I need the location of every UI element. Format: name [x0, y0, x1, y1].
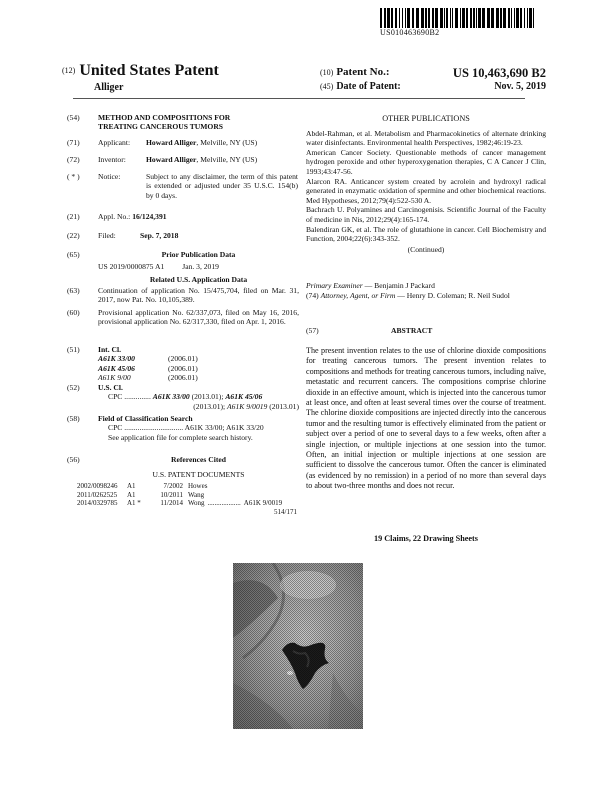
reference-kind: A1 *: [127, 499, 141, 508]
field-code: (52): [67, 383, 80, 392]
barcode-bar: [466, 8, 468, 28]
barcode-bar: [407, 8, 410, 28]
appl-no-label: Appl. No.:: [98, 212, 131, 221]
abstract-heading-row: [306, 326, 546, 336]
barcode-bar: [450, 8, 451, 28]
barcode-bar: [387, 8, 390, 28]
abstract-code: (57): [306, 326, 319, 335]
field-code: (54): [67, 113, 80, 122]
int-cl-item: [98, 373, 299, 382]
field-code: (22): [67, 231, 80, 240]
field-code: (72): [67, 155, 80, 164]
int-cl-item: [98, 354, 299, 363]
reference-kind: A1: [127, 490, 136, 499]
barcode-bar: [425, 8, 427, 28]
appl-no-field: [67, 212, 299, 221]
barcode-bar: [391, 8, 393, 28]
provisional-field: [67, 308, 299, 327]
cpc-label: CPC: [108, 392, 123, 402]
int-cl-item: [98, 364, 299, 373]
field-code: (65): [67, 250, 80, 259]
reference-row: [77, 491, 299, 500]
references-cited: [67, 455, 299, 480]
notice-field: [67, 172, 299, 200]
barcode-bar: [491, 8, 494, 28]
barcode-bar: [470, 8, 472, 28]
invention-title-line-2: TREATING CANCEROUS TUMORS: [98, 122, 224, 132]
prior-publication-number: US 2019/0000875 A1: [98, 262, 165, 272]
reference-row: [77, 499, 299, 508]
reference-number: 2002/0098246: [77, 482, 118, 490]
prior-publication-heading: Prior Publication Data: [161, 250, 236, 259]
reference-name: Wong: [188, 499, 205, 508]
inventor-name: Howard Alliger: [146, 155, 197, 164]
barcode-bar: [516, 8, 519, 28]
barcode-bar: [511, 8, 512, 28]
document-kind-code: (12): [62, 66, 76, 75]
barcode-bar: [402, 8, 403, 28]
reference-kind: A1: [127, 482, 136, 490]
attorney-code: (74): [306, 290, 319, 300]
barcode-bar: [527, 8, 528, 28]
cpc-class: A61K 9/0019: [227, 401, 268, 411]
reference-class-continuation: 514/171: [274, 507, 297, 516]
field-code: (58): [67, 414, 80, 423]
cpc-class: A61K 45/06: [225, 392, 263, 402]
references-table: [77, 482, 299, 516]
tumor-photo-image: [233, 563, 363, 729]
document-kind-title: United States Patent: [79, 62, 219, 79]
notice-label: Notice:: [98, 172, 121, 181]
cpc-label: CPC: [108, 423, 123, 433]
barcode-bar: [428, 8, 430, 28]
int-cl-version: (2006.01): [168, 373, 198, 383]
barcode-bar: [514, 8, 515, 28]
barcode-bar: [473, 8, 475, 28]
field-code: (71): [67, 138, 80, 147]
us-patent-documents-heading: U.S. PATENT DOCUMENTS: [152, 470, 245, 480]
patent-date-label: Date of Patent:: [336, 81, 401, 92]
barcode-bar: [399, 8, 400, 28]
prior-publication-date: Jan. 3, 2019: [182, 262, 219, 272]
prior-publication-field: [67, 250, 299, 284]
applicant-field: [67, 138, 299, 147]
search-history-note: See application file for complete search history.: [108, 432, 253, 442]
int-cl-class: A61K 9/00: [98, 373, 131, 383]
reference-class: A61K 9/0019: [243, 499, 283, 508]
notice-text: Subject to any disclaimer, the term of this patent is extended or adjusted under 35 U.S.C. 154(b) by 0 days.: [146, 172, 298, 200]
barcode-bar: [482, 8, 485, 28]
barcode-bar: [478, 8, 481, 28]
references-heading: References Cited: [171, 455, 226, 464]
field-of-search: [67, 414, 299, 442]
barcode-bar: [405, 8, 406, 28]
reference-row: [77, 482, 299, 491]
barcode-bar: [500, 8, 502, 28]
reference-date: 10/2011: [160, 490, 183, 499]
barcode-bar: [455, 8, 458, 28]
barcode-bar: [421, 8, 424, 28]
continuation-text: Continuation of application No. 15/475,704, filed on Mar. 31, 2017, now Pat. No. 10,105,389.: [98, 286, 299, 305]
patent-number-line: [320, 66, 546, 81]
barcode-bar: [446, 8, 448, 28]
abstract-text: The present invention relates to the use of chlorine dioxide compositions for treating cancerous tumors. The present invention relates to compositions and methods for treating cancerous tumors, including naïve, metastatic and recurrent cancers. The compositions comprise chlorine dioxide in an effective amount, which is injected into the cancerous tumor at least once, and often at least several times over the course of treatment. The chlorine dioxide compositions are injected directly into the cancerous tumor and the resulting tumor is effectively eliminated from the patient or subject over a period of one to several days to a few weeks, often after a single injection, or multiple injections at one session into the tumor. Often, an initial injection or multiple injections at one session are sufficient to dissolve the cancerous tumor. Often the cancer is eliminated (as evidenced by no remission) in a period of no more than several days to about two-three months and does not recur.: [306, 346, 546, 491]
barcode-number: US010463690B2: [380, 28, 440, 37]
provisional-text: Provisional application No. 62/337,073, filed on May 16, 2016, provisional application No. 62/317,330, filed on Apr. 1, 2016.: [98, 308, 299, 327]
attorney-label: Attorney, Agent, or Firm: [320, 290, 396, 300]
barcode-bar: [452, 8, 453, 28]
claims-drawing-sheets: 19 Claims, 22 Drawing Sheets: [374, 534, 478, 543]
reference-number: 2014/0329785: [77, 499, 118, 508]
field-code: (60): [67, 308, 80, 317]
publication-entry: American Cancer Society. Questionable methods of cancer management hydrogen peroxide and other hyperoxygenation therapies, C A Cancer J Clin, 1993;43:47-56.: [306, 147, 546, 176]
related-data-heading: Related U.S. Application Data: [149, 274, 248, 284]
barcode-bar: [496, 8, 499, 28]
appl-no-value: 16/124,391: [132, 212, 167, 221]
reference-date: 7/2002: [163, 482, 183, 490]
barcode-bar: [460, 8, 461, 28]
int-cl-heading: Int. Cl.: [98, 345, 121, 354]
document-kind: [62, 62, 219, 80]
inventor-location: , Melville, NY (US): [196, 155, 258, 164]
barcode-bar: [487, 8, 490, 28]
barcode-bar: [462, 8, 465, 28]
patent-number-label: Patent No.:: [336, 66, 390, 78]
barcode-bar: [412, 8, 414, 28]
field-code: ( * ): [67, 172, 80, 181]
applicant-name: Howard Alliger: [146, 138, 197, 147]
abstract-heading: ABSTRACT: [391, 326, 433, 335]
front-page-figure: [233, 563, 363, 729]
cpc-class: A61K 33/00: [152, 392, 190, 402]
leader-dots: ...................: [207, 499, 241, 508]
barcode-bar: [395, 8, 397, 28]
us-cl-heading: U.S. Cl.: [98, 383, 123, 392]
reference-number: 2011/0262525: [77, 490, 118, 499]
leader-dots: ...............................: [124, 423, 184, 433]
header-divider: [73, 98, 525, 99]
field-code: (56): [67, 455, 80, 464]
publication-entry: Abdel-Rahman, et al. Metabolism and Pharmacokinetics of alternate drinking water disinfectants. Environmental health Perspectives, 1982;46:19-23.: [306, 128, 546, 148]
int-cl-class: A61K 33/00: [98, 354, 135, 364]
inventor-surname: Alliger: [94, 82, 124, 93]
applicant-label: Applicant:: [98, 138, 131, 147]
inventor-field: [67, 155, 299, 164]
continued-note: (Continued): [407, 244, 445, 254]
barcode-bar: [416, 8, 419, 28]
barcode-bar: [508, 8, 510, 28]
int-cl-field: [67, 345, 299, 383]
barcode: [380, 8, 538, 28]
cpc-version: (2013.01): [269, 401, 299, 411]
reference-name: Wang: [188, 490, 205, 499]
other-publications-heading: OTHER PUBLICATIONS: [382, 114, 470, 123]
barcode-bar: [533, 8, 534, 28]
field-code: (21): [67, 212, 80, 221]
patent-date-code: (45): [320, 82, 334, 91]
other-publications: [306, 114, 546, 254]
leader-dots: ..............: [124, 392, 151, 402]
barcode-bar: [384, 8, 386, 28]
publication-entry: Alarcon RA. Anticancer system created by acrolein and hydroxyl radical generated in enzymatic oxidation of spermine and other biochemical reactions. Med Hypotheses, 2012;79(4):522-530 A.: [306, 176, 546, 205]
invention-title-line-1: METHOD AND COMPOSITIONS FOR: [98, 113, 231, 122]
field-code: (63): [67, 286, 80, 295]
barcode-bar: [432, 8, 434, 28]
field-code: (51): [67, 345, 80, 354]
applicant-location: , Melville, NY (US): [196, 138, 258, 147]
barcode-bar: [435, 8, 438, 28]
filed-value: Sep. 7, 2018: [140, 231, 179, 240]
barcode-bar: [529, 8, 532, 28]
title-field: [67, 113, 299, 132]
patent-number: US 10,463,690 B2: [452, 66, 546, 80]
patent-date: Nov. 5, 2019: [494, 81, 546, 92]
barcode-bar: [524, 8, 525, 28]
barcode-bar: [380, 8, 382, 28]
examiner-name: — Benjamin J Packard: [364, 281, 435, 290]
barcode-bar: [440, 8, 443, 28]
patent-date-line: [320, 81, 546, 92]
filed-label: Filed:: [98, 231, 116, 240]
inventor-label: Inventor:: [98, 155, 126, 164]
barcode-bar: [444, 8, 445, 28]
filed-field: [67, 231, 299, 240]
reference-date: 11/2014: [160, 499, 183, 508]
cpc-version: (2013.01);: [191, 392, 224, 402]
patent-number-code: (10): [320, 68, 334, 77]
us-cl-field: [67, 383, 299, 411]
int-cl-class: A61K 45/06: [98, 363, 135, 373]
cpc-version: (2013.01);: [193, 401, 226, 411]
examiner-label: Primary Examiner: [306, 281, 363, 290]
attorney-name: — Henry D. Coleman; R. Neil Sudol: [397, 290, 510, 300]
publication-entry: Balendiran GK, et al. The role of glutathione in cancer. Cell Biochemistry and Function, 2004;22(6):343-352.: [306, 224, 546, 244]
int-cl-version: (2006.01): [168, 354, 198, 364]
continuation-field: [67, 286, 299, 305]
field-of-search-heading: Field of Classification Search: [98, 414, 193, 423]
int-cl-version: (2006.01): [168, 363, 198, 373]
barcode-bar: [476, 8, 477, 28]
barcode-bar: [520, 8, 522, 28]
examiner-attorney: [306, 281, 546, 300]
reference-name: Howes: [188, 482, 208, 490]
search-classes: A61K 33/00; A61K 33/20: [184, 423, 264, 433]
publication-entry: Bachrach U. Polyamines and Carcinogenisis. Scientific Journal of the Faculty of medicine in Nis, 2012;29(4):165-174.: [306, 205, 546, 224]
barcode-bar: [503, 8, 506, 28]
